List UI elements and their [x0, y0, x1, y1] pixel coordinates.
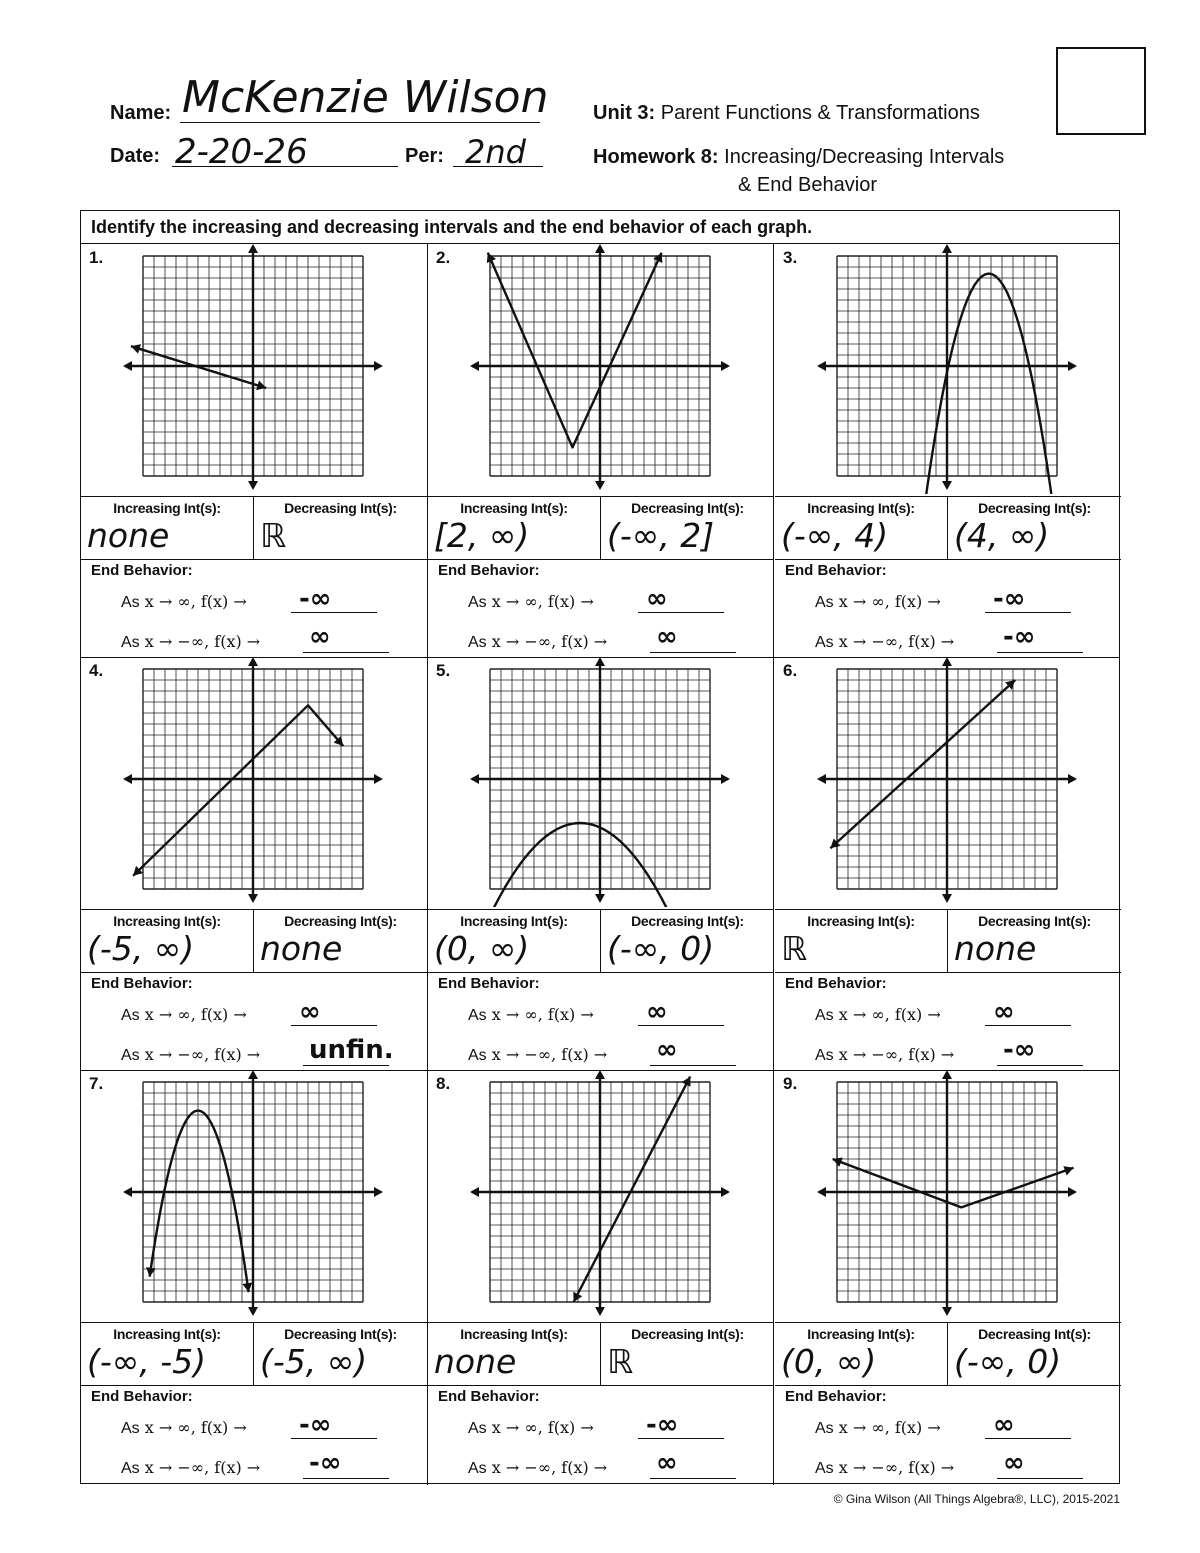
answer-blank	[650, 1065, 736, 1066]
increasing-section	[775, 910, 948, 972]
answer-blank	[650, 1478, 736, 1479]
interval-box	[775, 1322, 1121, 1386]
curve-arrow	[374, 361, 383, 371]
increasing-heading: Increasing Int(s):	[113, 1326, 221, 1342]
problem-number: 4.	[89, 661, 104, 680]
end-behavior-section	[81, 562, 427, 657]
as-label: As	[815, 594, 834, 611]
end-behavior-section	[428, 1388, 774, 1483]
increasing-heading: Increasing Int(s):	[113, 913, 221, 929]
problem-number: 6.	[783, 661, 798, 680]
decreasing-answer[interactable]: ℝ	[607, 1342, 634, 1381]
increasing-answer[interactable]: none	[434, 1342, 517, 1381]
answer-blank	[997, 1478, 1083, 1479]
problem-4	[81, 657, 427, 1070]
increasing-answer[interactable]: none	[87, 516, 170, 555]
name-label: Name:	[110, 102, 172, 124]
answer-blank	[303, 1478, 389, 1479]
end-behavior-neg-answer[interactable]: ∞	[656, 1035, 678, 1065]
increasing-section	[428, 497, 601, 559]
increasing-answer[interactable]: (-∞, 4)	[781, 516, 889, 555]
as-label: As	[468, 1047, 487, 1064]
answer-blank	[997, 1065, 1083, 1066]
as-label: As	[468, 1007, 487, 1024]
decreasing-answer[interactable]: (-∞, 0)	[954, 1342, 1062, 1381]
curve-arrow	[942, 1070, 952, 1079]
curve-arrow	[595, 657, 605, 666]
problem-6	[775, 657, 1121, 1070]
neg-inf-expr: x → −∞, f(x) →	[491, 1045, 608, 1064]
interval-box	[428, 909, 774, 973]
end-behavior-heading: End Behavior:	[785, 1388, 887, 1405]
curve-arrow	[817, 774, 826, 784]
end-behavior-pos	[468, 1418, 594, 1438]
decreasing-heading: Decreasing Int(s):	[978, 1326, 1091, 1342]
neg-inf-expr: x → −∞, f(x) →	[144, 1045, 261, 1064]
increasing-heading: Increasing Int(s):	[113, 500, 221, 516]
as-label: As	[121, 634, 140, 651]
end-behavior-pos-answer[interactable]: -∞	[299, 584, 332, 614]
curve-arrow	[248, 1070, 258, 1079]
coordinate-graph	[121, 1070, 386, 1320]
coordinate-graph	[815, 1070, 1080, 1320]
curve-arrow	[248, 481, 258, 490]
increasing-answer[interactable]: (0, ∞)	[781, 1342, 877, 1381]
increasing-heading: Increasing Int(s):	[460, 1326, 568, 1342]
problem-number: 9.	[783, 1074, 798, 1093]
curve-arrow	[942, 244, 952, 253]
neg-inf-expr: x → −∞, f(x) →	[144, 632, 261, 651]
coordinate-graph	[468, 1070, 733, 1320]
coordinate-graph	[468, 657, 733, 907]
curve-arrow	[721, 1187, 730, 1197]
curve-arrow	[470, 361, 479, 371]
end-behavior-pos	[121, 1418, 247, 1438]
end-behavior-pos-answer[interactable]: -∞	[993, 584, 1026, 614]
interval-box	[428, 496, 774, 560]
end-behavior-section	[428, 975, 774, 1070]
pos-inf-expr: x → ∞, f(x) →	[838, 1418, 941, 1437]
problem-5	[428, 657, 774, 1070]
increasing-answer[interactable]: (0, ∞)	[434, 929, 530, 968]
as-label: As	[815, 634, 834, 651]
end-behavior-neg-answer[interactable]: -∞	[309, 1448, 342, 1478]
date-value[interactable]: 2-20-26	[175, 132, 308, 172]
as-label: As	[815, 1007, 834, 1024]
answer-blank	[650, 652, 736, 653]
per-value[interactable]: 2nd	[465, 133, 526, 171]
end-behavior-neg	[468, 632, 607, 652]
decreasing-section	[601, 910, 774, 972]
decreasing-section	[254, 910, 427, 972]
problem-1	[81, 244, 427, 657]
end-behavior-heading: End Behavior:	[785, 562, 887, 579]
name-underline	[180, 122, 540, 123]
neg-inf-expr: x → −∞, f(x) →	[838, 1045, 955, 1064]
curve-arrow	[942, 894, 952, 903]
end-behavior-pos	[121, 1005, 247, 1025]
decreasing-heading: Decreasing Int(s):	[284, 1326, 397, 1342]
pos-inf-expr: x → ∞, f(x) →	[838, 1005, 941, 1024]
curve-arrow	[1068, 774, 1077, 784]
increasing-section	[81, 910, 254, 972]
end-behavior-heading: End Behavior:	[91, 975, 193, 992]
function-curve	[833, 1159, 1074, 1207]
as-label: As	[121, 1047, 140, 1064]
end-behavior-pos-answer[interactable]: ∞	[993, 1410, 1015, 1440]
curve-arrow	[595, 894, 605, 903]
end-behavior-pos-answer[interactable]: ∞	[299, 997, 321, 1027]
increasing-answer[interactable]: [2, ∞)	[434, 516, 530, 555]
decreasing-answer[interactable]: none	[260, 929, 343, 968]
coordinate-graph	[468, 244, 733, 494]
homework-value: Increasing/Decreasing Intervals	[724, 146, 1005, 168]
unit-value: Parent Functions & Transformations	[660, 102, 980, 124]
end-behavior-neg-answer[interactable]: ∞	[309, 622, 331, 652]
end-behavior-pos-answer[interactable]: ∞	[993, 997, 1015, 1027]
decreasing-section	[948, 1323, 1121, 1385]
as-label: As	[815, 1460, 834, 1477]
end-behavior-heading: End Behavior:	[91, 562, 193, 579]
end-behavior-neg	[121, 632, 260, 652]
curve-arrow	[595, 244, 605, 253]
increasing-heading: Increasing Int(s):	[807, 500, 915, 516]
decreasing-section	[254, 497, 427, 559]
neg-inf-expr: x → −∞, f(x) →	[838, 632, 955, 651]
grade-box[interactable]	[1056, 47, 1146, 135]
end-behavior-pos	[815, 1005, 941, 1025]
curve-arrow	[942, 657, 952, 666]
curve-arrow	[721, 774, 730, 784]
end-behavior-neg-answer[interactable]: ∞	[656, 622, 678, 652]
end-behavior-heading: End Behavior:	[438, 562, 540, 579]
end-behavior-section	[775, 562, 1121, 657]
answer-blank	[997, 652, 1083, 653]
increasing-section	[775, 1323, 948, 1385]
pos-inf-expr: x → ∞, f(x) →	[491, 592, 594, 611]
interval-box	[775, 496, 1121, 560]
end-behavior-pos-answer[interactable]: -∞	[299, 1410, 332, 1440]
decreasing-heading: Decreasing Int(s):	[978, 913, 1091, 929]
instructions: Identify the increasing and decreasing intervals and the end behavior of each graph.	[81, 211, 1119, 244]
interval-box	[81, 496, 427, 560]
as-label: As	[121, 1420, 140, 1437]
answer-blank	[303, 652, 389, 653]
interval-box	[428, 1322, 774, 1386]
end-behavior-neg-answer[interactable]: -∞	[1003, 622, 1036, 652]
pos-inf-expr: x → ∞, f(x) →	[491, 1005, 594, 1024]
as-label: As	[121, 1007, 140, 1024]
unit-label: Unit 3:	[593, 102, 656, 124]
end-behavior-heading: End Behavior:	[91, 1388, 193, 1405]
curve-arrow	[248, 244, 258, 253]
end-behavior-section	[428, 562, 774, 657]
increasing-heading: Increasing Int(s):	[460, 913, 568, 929]
curve-arrow	[374, 774, 383, 784]
curve-arrow	[595, 1307, 605, 1316]
homework-line	[593, 146, 1004, 169]
increasing-section	[81, 497, 254, 559]
pos-inf-expr: x → ∞, f(x) →	[838, 592, 941, 611]
coordinate-graph	[815, 657, 1080, 907]
decreasing-answer[interactable]: none	[954, 929, 1037, 968]
decreasing-answer[interactable]: (-5, ∞)	[260, 1342, 368, 1381]
curve-arrow	[123, 1187, 132, 1197]
curve-arrow	[595, 481, 605, 490]
decreasing-heading: Decreasing Int(s):	[631, 913, 744, 929]
decreasing-section	[948, 910, 1121, 972]
pos-inf-expr: x → ∞, f(x) →	[491, 1418, 594, 1437]
answer-blank	[303, 1065, 389, 1066]
date-underline	[172, 166, 398, 167]
increasing-section	[81, 1323, 254, 1385]
homework-line-2: & End Behavior	[738, 174, 877, 196]
neg-inf-expr: x → −∞, f(x) →	[491, 632, 608, 651]
decreasing-heading: Decreasing Int(s):	[631, 500, 744, 516]
per-underline	[453, 166, 543, 167]
increasing-section	[428, 910, 601, 972]
decreasing-heading: Decreasing Int(s):	[284, 500, 397, 516]
end-behavior-neg	[468, 1458, 607, 1478]
curve-arrow	[1068, 1187, 1077, 1197]
coordinate-graph	[121, 244, 386, 494]
copyright: © Gina Wilson (All Things Algebra®, LLC), 2015-2021	[833, 1492, 1120, 1506]
as-label: As	[468, 594, 487, 611]
curve-arrow	[248, 1307, 258, 1316]
decreasing-section	[254, 1323, 427, 1385]
function-curve	[150, 1111, 249, 1292]
pos-inf-expr: x → ∞, f(x) →	[144, 1005, 247, 1024]
curve-arrow	[248, 657, 258, 666]
decreasing-section	[601, 497, 774, 559]
curve-arrow	[817, 361, 826, 371]
problem-3	[775, 244, 1121, 657]
increasing-answer[interactable]: ℝ	[781, 929, 808, 968]
curve-arrow	[123, 361, 132, 371]
end-behavior-neg	[815, 632, 954, 652]
unit-line	[593, 102, 980, 125]
decreasing-heading: Decreasing Int(s):	[284, 913, 397, 929]
coordinate-graph	[815, 244, 1080, 494]
decreasing-section	[948, 497, 1121, 559]
curve-arrow	[817, 1187, 826, 1197]
coordinate-graph	[121, 657, 386, 907]
increasing-answer[interactable]: (-∞, -5)	[87, 1342, 207, 1381]
end-behavior-pos-answer[interactable]: -∞	[646, 1410, 679, 1440]
end-behavior-neg	[815, 1458, 954, 1478]
increasing-heading: Increasing Int(s):	[807, 1326, 915, 1342]
per-label: Per:	[405, 145, 444, 167]
neg-inf-expr: x → −∞, f(x) →	[838, 1458, 955, 1477]
worksheet	[80, 210, 1120, 1484]
decreasing-section	[601, 1323, 774, 1385]
function-curve	[916, 274, 1061, 494]
end-behavior-neg	[468, 1045, 607, 1065]
interval-box	[81, 909, 427, 973]
as-label: As	[468, 1420, 487, 1437]
curve-arrow	[1068, 361, 1077, 371]
curve-arrow	[595, 1070, 605, 1079]
end-behavior-neg-answer[interactable]: -∞	[1003, 1035, 1036, 1065]
as-label: As	[121, 594, 140, 611]
curve-arrow	[374, 1187, 383, 1197]
neg-inf-expr: x → −∞, f(x) →	[144, 1458, 261, 1477]
end-behavior-section	[775, 975, 1121, 1070]
date-label: Date:	[110, 145, 161, 167]
problem-number: 3.	[783, 248, 798, 267]
as-label: As	[468, 634, 487, 651]
decreasing-answer[interactable]: ℝ	[260, 516, 287, 555]
problem-number: 7.	[89, 1074, 104, 1093]
end-behavior-heading: End Behavior:	[438, 975, 540, 992]
decreasing-heading: Decreasing Int(s):	[631, 1326, 744, 1342]
end-behavior-pos	[121, 592, 247, 612]
curve-arrow	[942, 481, 952, 490]
decreasing-answer[interactable]: (-∞, 0)	[607, 929, 715, 968]
curve-arrow	[248, 894, 258, 903]
problem-7	[81, 1070, 427, 1483]
end-behavior-heading: End Behavior:	[438, 1388, 540, 1405]
increasing-section	[428, 1323, 601, 1385]
problem-number: 2.	[436, 248, 451, 267]
neg-inf-expr: x → −∞, f(x) →	[491, 1458, 608, 1477]
curve-arrow	[470, 1187, 479, 1197]
pos-inf-expr: x → ∞, f(x) →	[144, 592, 247, 611]
increasing-answer[interactable]: (-5, ∞)	[87, 929, 195, 968]
problem-8	[428, 1070, 774, 1483]
increasing-section	[775, 497, 948, 559]
problem-number: 5.	[436, 661, 451, 680]
decreasing-heading: Decreasing Int(s):	[978, 500, 1091, 516]
end-behavior-section	[81, 1388, 427, 1483]
interval-box	[775, 909, 1121, 973]
end-behavior-neg-answer[interactable]: ∞	[656, 1448, 678, 1478]
increasing-heading: Increasing Int(s):	[460, 500, 568, 516]
end-behavior-pos-answer[interactable]: ∞	[646, 584, 668, 614]
increasing-heading: Increasing Int(s):	[807, 913, 915, 929]
problem-number: 1.	[89, 248, 104, 267]
decreasing-answer[interactable]: (-∞, 2]	[607, 516, 715, 555]
end-behavior-neg-answer[interactable]: ∞	[1003, 1448, 1025, 1478]
end-behavior-pos	[468, 1005, 594, 1025]
as-label: As	[815, 1047, 834, 1064]
name-value[interactable]: McKenzie Wilson	[182, 72, 549, 123]
end-behavior-neg	[121, 1458, 260, 1478]
problem-number: 8.	[436, 1074, 451, 1093]
as-label: As	[121, 1460, 140, 1477]
end-behavior-pos	[815, 1418, 941, 1438]
end-behavior-section	[775, 1388, 1121, 1483]
function-curve	[574, 1077, 691, 1303]
interval-box	[81, 1322, 427, 1386]
problem-2	[428, 244, 774, 657]
end-behavior-neg	[121, 1045, 260, 1065]
pos-inf-expr: x → ∞, f(x) →	[144, 1418, 247, 1437]
curve-arrow	[721, 361, 730, 371]
as-label: As	[815, 1420, 834, 1437]
curve-arrow	[470, 774, 479, 784]
problem-9	[775, 1070, 1121, 1483]
curve-arrow	[123, 774, 132, 784]
end-behavior-pos-answer[interactable]: ∞	[646, 997, 668, 1027]
curve-arrow	[942, 1307, 952, 1316]
end-behavior-pos	[468, 592, 594, 612]
end-behavior-neg	[815, 1045, 954, 1065]
end-behavior-section	[81, 975, 427, 1070]
end-behavior-pos	[815, 592, 941, 612]
decreasing-answer[interactable]: (4, ∞)	[954, 516, 1050, 555]
homework-label: Homework 8:	[593, 146, 719, 168]
end-behavior-heading: End Behavior:	[785, 975, 887, 992]
function-curve	[488, 253, 662, 448]
as-label: As	[468, 1460, 487, 1477]
end-behavior-neg-answer[interactable]: unfin.	[309, 1035, 394, 1065]
